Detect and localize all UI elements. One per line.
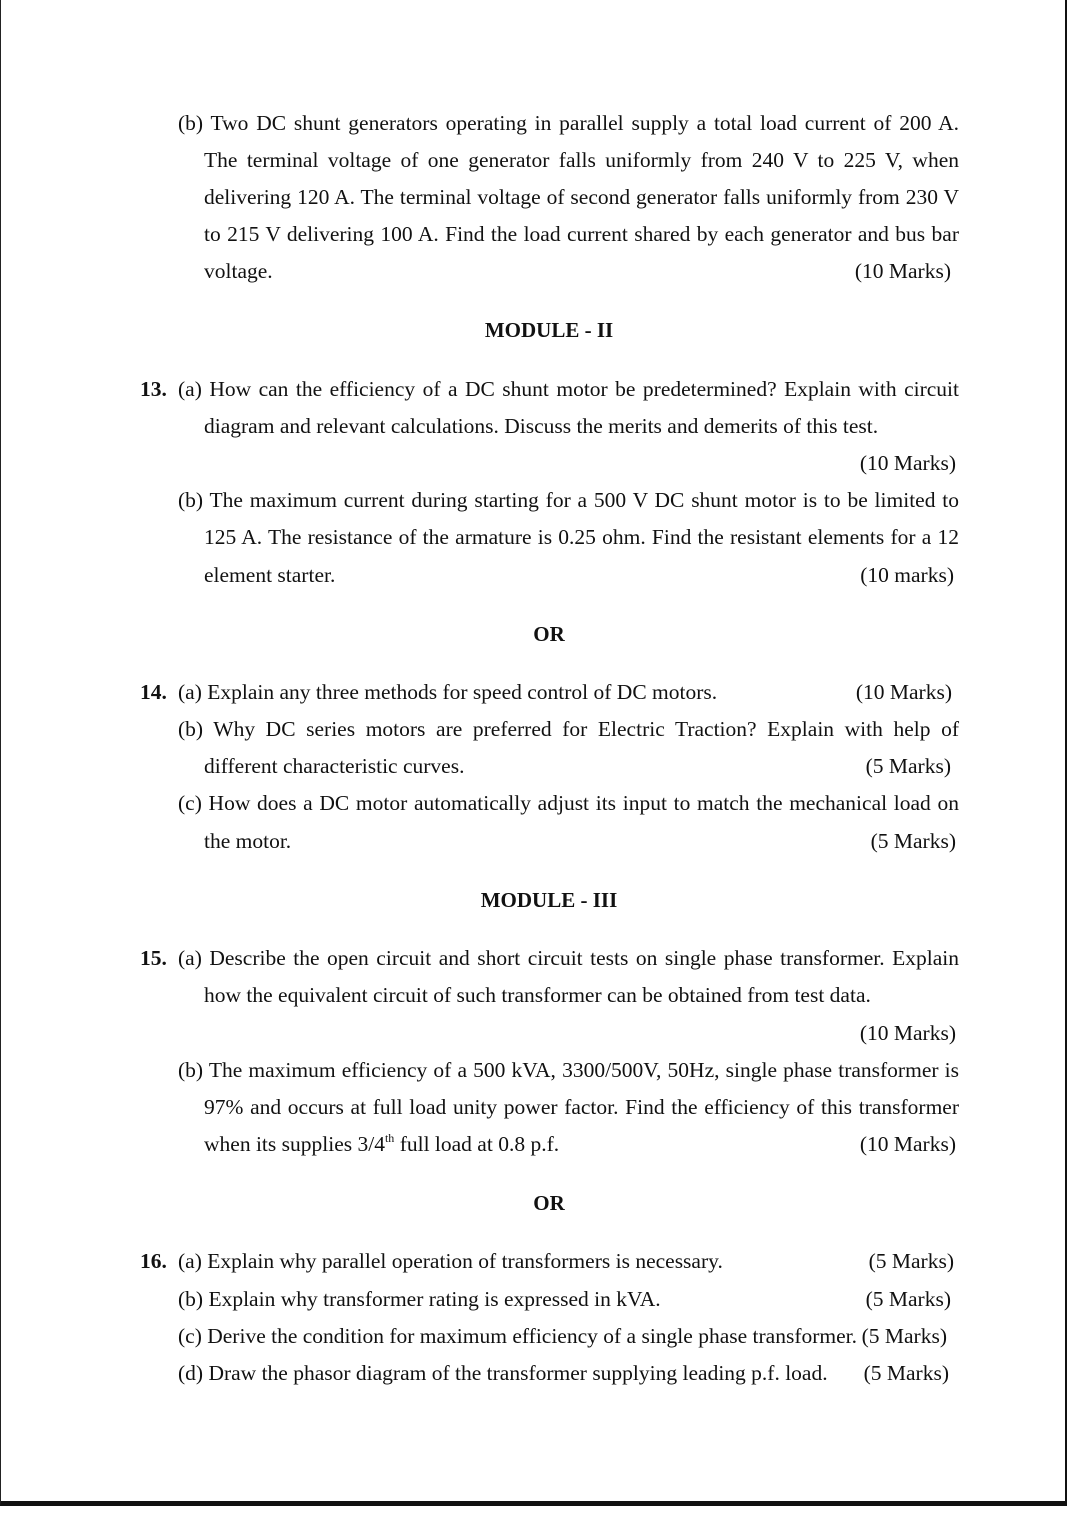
- q14c-line-2: the motor.: [204, 829, 292, 853]
- q15b-line-3: [204, 1131, 559, 1157]
- q14c-line-1: (c) How does a DC motor automatically adjust its input to match the mechanical load on: [178, 791, 959, 815]
- q15b-line-3-pre: when its supplies 3/4: [204, 1132, 385, 1156]
- q15b-line-2: 97% and occurs at full load unity power factor. Find the efficiency of this transformer: [204, 1095, 959, 1119]
- q14c-marks: (5 Marks): [870, 829, 956, 853]
- q13b-marks: (10 marks): [860, 563, 954, 587]
- q15a-line-1: (a) Describe the open circuit and short circuit tests on single phase transformer. Explain: [178, 946, 959, 970]
- q13a-line-1: (a) How can the efficiency of a DC shunt motor be predetermined? Explain with circuit: [178, 377, 959, 401]
- q14b-line-2: different characteristic curves.: [204, 754, 465, 778]
- q16c-marks: (5 Marks): [861, 1324, 947, 1348]
- q16a-marks: (5 Marks): [868, 1249, 954, 1273]
- q14-number: 14.: [140, 680, 167, 704]
- q13a-line-2: diagram and relevant calculations. Discuss the merits and demerits of this test.: [204, 414, 879, 438]
- q15a-marks: (10 Marks): [859, 1021, 956, 1045]
- q16-number: 16.: [140, 1249, 167, 1273]
- q13b-line-3: element starter.: [204, 563, 336, 587]
- q12b-marks: (10 Marks): [854, 259, 951, 283]
- q14b-line-1: (b) Why DC series motors are preferred for Electric Traction? Explain with help of: [178, 717, 959, 741]
- q12b-line-1: (b) Two DC shunt generators operating in parallel supply a total load current of 200 A.: [178, 111, 959, 135]
- q13a-marks: (10 Marks): [859, 451, 956, 475]
- q12b-line-3: delivering 120 A. The terminal voltage of second generator falls uniformly from 230 V: [204, 185, 959, 209]
- module-2-heading: MODULE - II: [484, 318, 614, 342]
- q12b-line-5: voltage.: [204, 259, 273, 283]
- q14a-marks: (10 Marks): [855, 680, 952, 704]
- q14b-marks: (5 Marks): [865, 754, 951, 778]
- q14a-line: (a) Explain any three methods for speed control of DC motors.: [178, 680, 718, 704]
- or-divider-1: OR: [533, 622, 565, 646]
- q12b-line-2: The terminal voltage of one generator falls uniformly from 240 V to 225 V, when: [204, 148, 959, 172]
- q16a-line: (a) Explain why parallel operation of transformers is necessary.: [178, 1249, 723, 1273]
- q15b-line-3-post: full load at 0.8 p.f.: [394, 1132, 560, 1156]
- q16d-line: (d) Draw the phasor diagram of the transformer supplying leading p.f. load.: [178, 1361, 828, 1385]
- q15b-superscript: th: [384, 1131, 395, 1145]
- module-3-heading: MODULE - III: [480, 888, 618, 912]
- q13b-line-1: (b) The maximum current during starting for a 500 V DC shunt motor is to be limited to: [178, 488, 959, 512]
- q15-number: 15.: [140, 946, 167, 970]
- q16b-line: (b) Explain why transformer rating is expressed in kVA.: [178, 1287, 661, 1311]
- q13b-line-2: 125 A. The resistance of the armature is 0.25 ohm. Find the resistant elements for a 12: [204, 525, 959, 549]
- q12b-line-4: to 215 V delivering 100 A. Find the load current shared by each generator and bus bar: [204, 222, 959, 246]
- or-divider-2: OR: [533, 1191, 565, 1215]
- q16d-marks: (5 Marks): [863, 1361, 949, 1385]
- q16c-line: (c) Derive the condition for maximum efficiency of a single phase transformer.: [178, 1324, 858, 1348]
- q15b-line-1: (b) The maximum efficiency of a 500 kVA, 3300/500V, 50Hz, single phase transformer is: [178, 1058, 959, 1082]
- q15a-line-2: how the equivalent circuit of such transformer can be obtained from test data.: [204, 983, 871, 1007]
- q16b-marks: (5 Marks): [865, 1287, 951, 1311]
- q13-number: 13.: [140, 377, 167, 401]
- q15b-marks: (10 Marks): [859, 1132, 956, 1156]
